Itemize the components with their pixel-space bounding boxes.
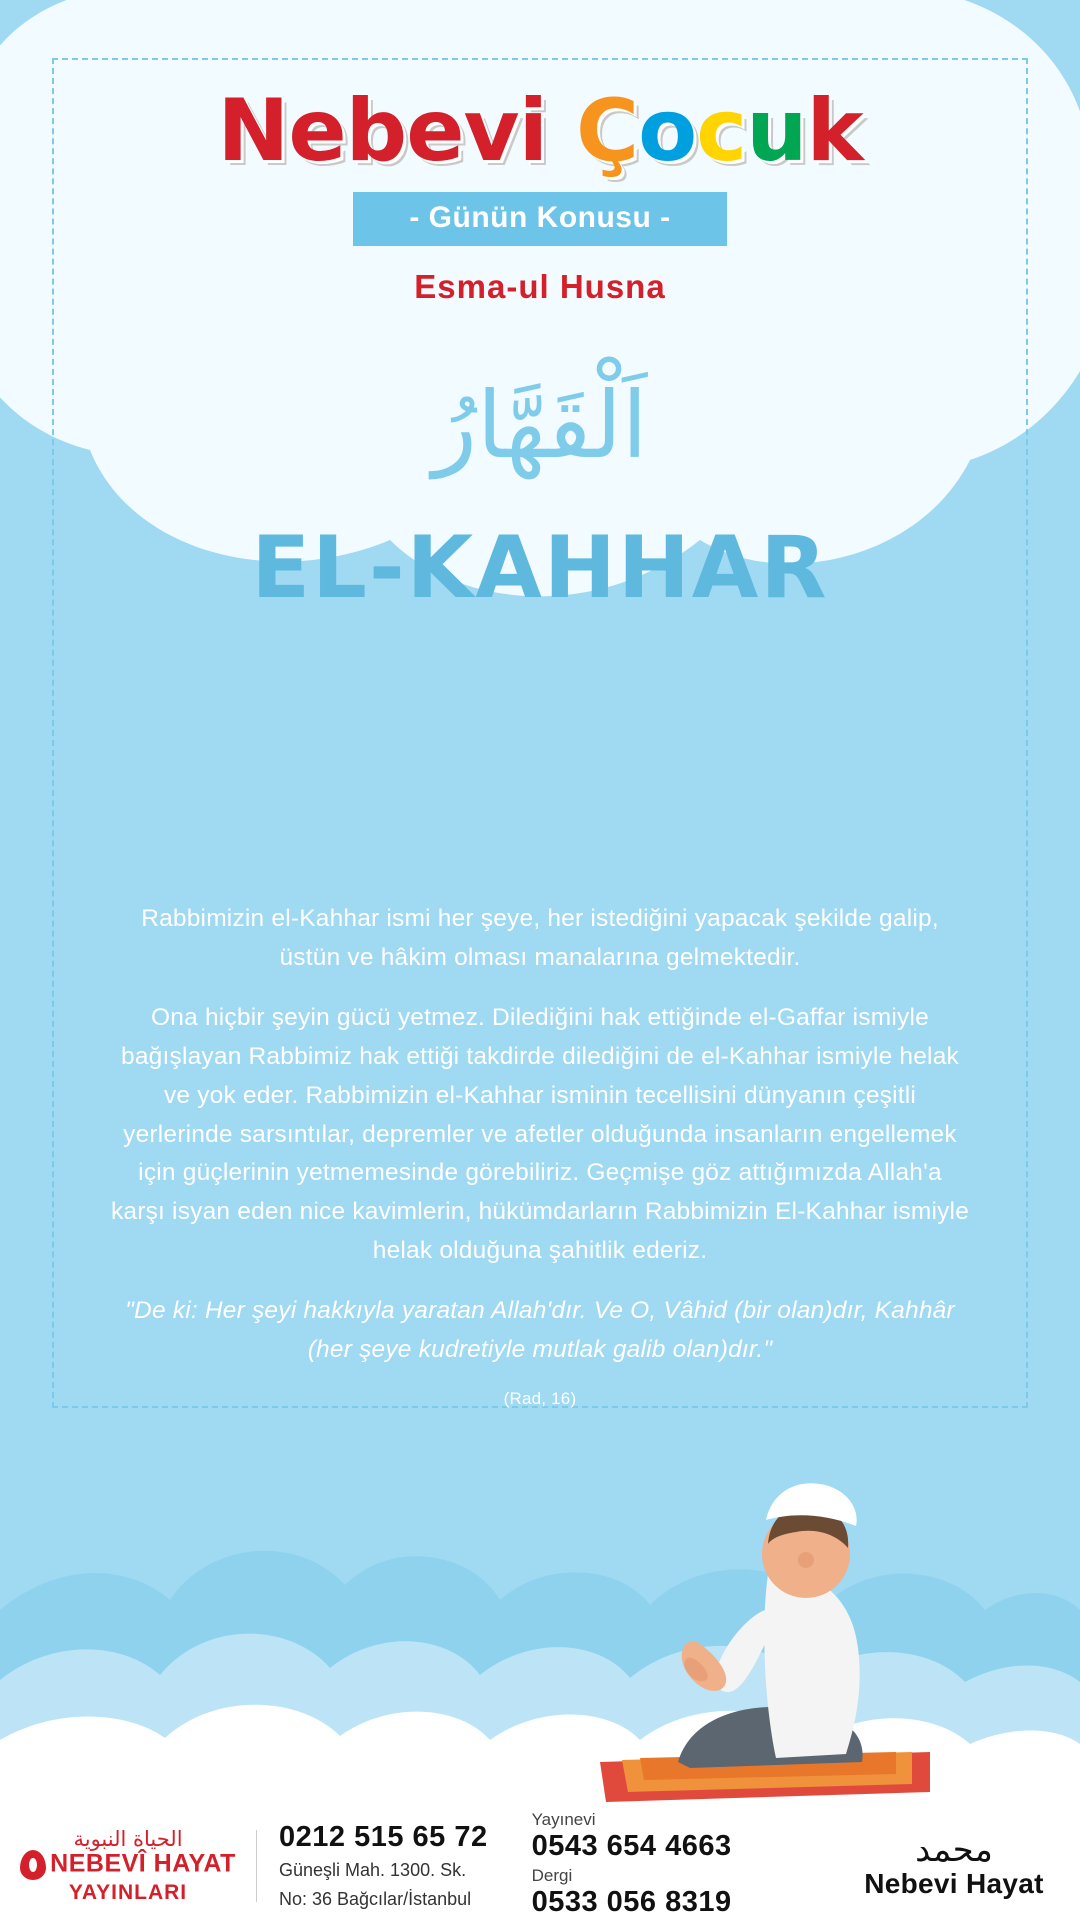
publisher-label: Yayınevi <box>531 1810 596 1829</box>
logo-letter: c <box>696 81 747 181</box>
muhammad-calligraphy-icon: محمد <box>915 1829 993 1870</box>
quote-reference: (Rad, 16) <box>503 1388 577 1408</box>
logo-letter: v <box>463 81 519 181</box>
phone-number[interactable]: 0212 515 65 72 <box>279 1821 488 1854</box>
magazine-phone[interactable]: 0533 056 8319 <box>531 1886 732 1918</box>
logo-letter: Ç <box>576 81 639 181</box>
logo-letter: e <box>406 81 464 181</box>
magazine-label: Dergi <box>531 1866 573 1885</box>
logo-letter: N <box>217 81 289 181</box>
logo-letter: e <box>288 81 346 181</box>
paragraph: Ona hiçbir şeyin gücü yetmez. Dilediğini hak ettiğinde el-Gaffar ismiyle bağışlayan Rabbimiz hak ettiği takdirde dilediğini de el-Kahhar ismiyle helak ve yok eder. Rabbimizin el-Kahhar isminin tecellisini dünyanın çeşitli yerlerinde sarsıntılar, depremler ve afetler olduğunda insanların engellemek için güçlerinin yetmemesinde görebiliriz. Geçmişe göz attığımızda Allah'a karşı isyan eden nice kavimlerin, hükümdarların Rabbimizin El-Kahhar ismiyle helak olduğuna şahitlik ederiz. <box>110 1004 970 1264</box>
address-line-2: No: 36 Bağcılar/İstanbul <box>279 1888 472 1909</box>
poster-header <box>0 0 1080 618</box>
name-latin: EL-KAHHAR <box>251 518 829 618</box>
footer-contact-column <box>257 1821 510 1911</box>
paragraph: Rabbimizin el-Kahhar ismi her şeye, her istediğini yapacak şekilde galip, üstün ve hâkim olması manalarına gelmektedir. <box>141 905 939 971</box>
logo-letter: u <box>746 81 807 181</box>
address-line-1: Güneşli Mah. 1300. Sk. <box>279 1860 467 1881</box>
logo-letter: o <box>638 81 697 181</box>
logo-letter: i <box>518 81 548 181</box>
logo-letter: b <box>345 81 407 181</box>
name-arabic: اَلْقَهَّارُ <box>432 372 648 479</box>
publisher-arabic-text: الحياة النبوية <box>73 1827 183 1851</box>
publisher-name <box>0 1850 256 1880</box>
subject-band: - Günün Konusu - <box>353 192 726 246</box>
footer-bar <box>0 1812 1080 1920</box>
footer-numbers-column <box>510 1810 754 1920</box>
body-text-block <box>110 900 970 1435</box>
publisher-logo-left <box>0 1829 256 1903</box>
subject-title: Esma-ul Husna <box>414 268 666 305</box>
water-drop-icon <box>20 1850 46 1880</box>
publisher-phone[interactable]: 0543 654 4663 <box>531 1830 732 1862</box>
brand-logo <box>0 81 1080 181</box>
publisher-name-right: Nebevi Hayat <box>864 1868 1044 1900</box>
publisher-name-text: NEBEVÎ HAYAT <box>50 1849 236 1878</box>
praying-boy-illustration <box>600 1462 930 1802</box>
publisher-sub-text: YAYINLARI <box>68 1881 188 1904</box>
quote-text: "De ki: Her şeyi hakkıyla yaratan Allah'dır. Ve O, Vâhid (bir olan)dır, Kahhâr (her şeye kudretiyle mutlak galib olan)dır." <box>125 1297 955 1364</box>
publisher-logo-right <box>828 1829 1080 1900</box>
logo-letter: k <box>806 81 863 181</box>
